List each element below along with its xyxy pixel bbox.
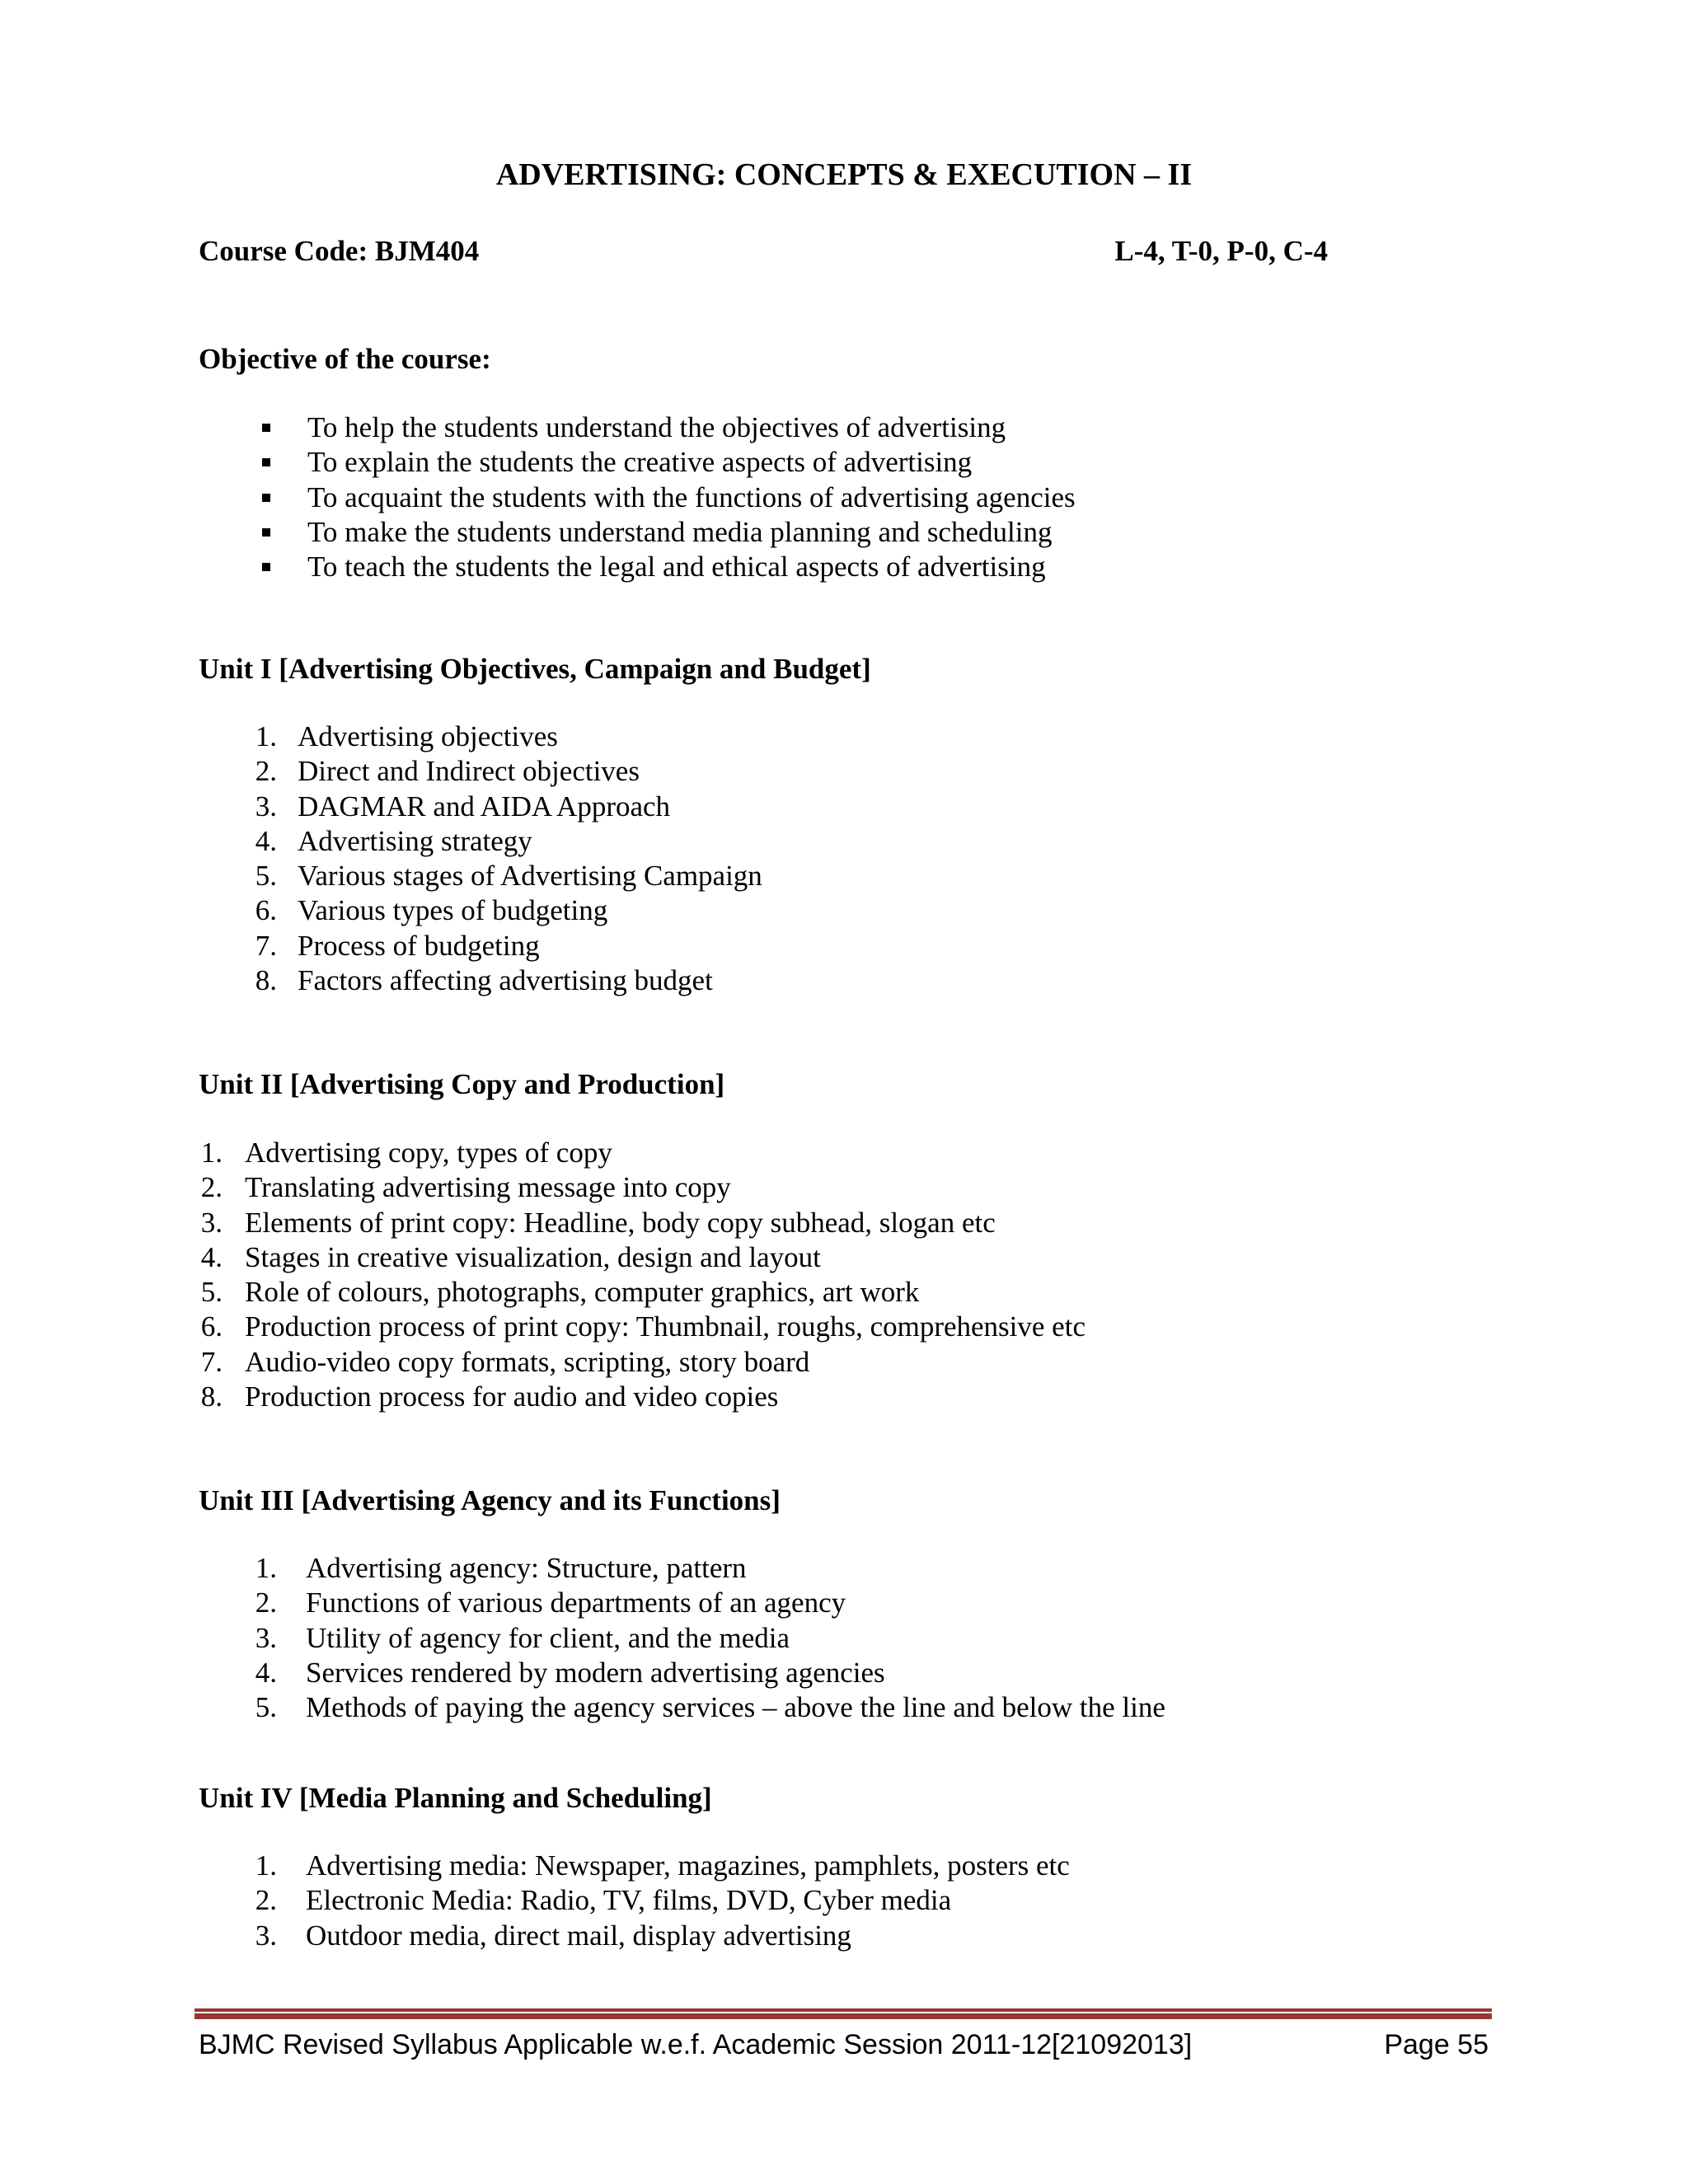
list-item: 4. Services rendered by modern advertising agencies: [255, 1656, 885, 1689]
list-item: 2. Translating advertising message into copy: [200, 1171, 731, 1204]
unit-4-list: [255, 1849, 1070, 1953]
unit-3-heading: Unit III [Advertising Agency and its Functions]: [199, 1484, 781, 1516]
unit-4-heading: Unit IV [Media Planning and Scheduling]: [199, 1782, 712, 1814]
bullet-icon: [262, 494, 270, 502]
footer-text: BJMC Revised Syllabus Applicable w.e.f. Academic Session 2011-12[21092013]: [199, 2029, 1193, 2060]
list-item: 8. Production process for audio and video copies: [200, 1380, 779, 1413]
bullet-icon: [262, 528, 270, 537]
list-item: 4. Stages in creative visualization, design and layout: [200, 1240, 821, 1273]
course-credits: L-4, T-0, P-0, C-4: [1114, 235, 1328, 267]
unit-2-heading: Unit II [Advertising Copy and Production]: [199, 1068, 725, 1100]
page-number: Page 55: [1384, 2029, 1489, 2060]
bullet-icon: [262, 458, 270, 466]
list-item: 2. Functions of various departments of an agency: [255, 1586, 846, 1619]
list-item: 2. Electronic Media: Radio, TV, films, DVD, Cyber media: [255, 1884, 952, 1917]
list-item: 3. Elements of print copy: Headline, body copy subhead, slogan etc: [200, 1206, 996, 1239]
objective-list: [307, 410, 1076, 584]
unit-2-list: [200, 1136, 1085, 1414]
list-item: 1. Advertising copy, types of copy: [200, 1137, 612, 1169]
list-item: 6. Various types of budgeting: [255, 894, 608, 927]
list-item: To make the students understand media planning and scheduling: [307, 515, 1076, 550]
list-item: To teach the students the legal and ethical aspects of advertising: [307, 550, 1076, 584]
unit-3-list: [255, 1551, 1165, 1725]
list-item: 5. Methods of paying the agency services – above the line and below the line: [255, 1691, 1165, 1724]
bullet-icon: [262, 424, 270, 432]
footer-divider: [195, 2008, 1492, 2019]
list-item: To acquaint the students with the functions of advertising agencies: [307, 480, 1076, 515]
list-item: 4. Advertising strategy: [255, 824, 532, 857]
bullet-icon: [262, 563, 270, 571]
list-item: 3. Utility of agency for client, and the media: [255, 1621, 790, 1654]
list-item: 8. Factors affecting advertising budget: [255, 964, 713, 997]
list-item: To help the students understand the objectives of advertising: [307, 410, 1076, 445]
objective-heading: Objective of the course:: [199, 343, 491, 375]
course-code: Course Code: BJM404: [199, 235, 480, 267]
list-item: 2. Direct and Indirect objectives: [255, 755, 640, 788]
list-item: 6. Production process of print copy: Thumbnail, roughs, comprehensive etc: [200, 1310, 1085, 1343]
list-item: 1. Advertising objectives: [255, 720, 558, 752]
list-item: 3. Outdoor media, direct mail, display advertising: [255, 1919, 851, 1952]
course-info-row: [199, 235, 1328, 268]
list-item: 5. Role of colours, photographs, computer graphics, art work: [200, 1276, 920, 1309]
list-item: 3. DAGMAR and AIDA Approach: [255, 790, 671, 823]
list-item: 7. Process of budgeting: [255, 929, 540, 962]
list-item: To explain the students the creative aspects of advertising: [307, 445, 1076, 480]
list-item: 1. Advertising media: Newspaper, magazines, pamphlets, posters etc: [255, 1849, 1070, 1882]
page-title: ADVERTISING: CONCEPTS & EXECUTION – II: [495, 157, 1193, 192]
list-item: 5. Various stages of Advertising Campaign: [255, 860, 762, 893]
list-item: 7. Audio-video copy formats, scripting, story board: [200, 1345, 810, 1378]
list-item: 1. Advertising agency: Structure, pattern: [255, 1552, 747, 1584]
unit-1-heading: Unit I [Advertising Objectives, Campaign and Budget]: [199, 653, 871, 685]
unit-1-list: [255, 719, 762, 998]
page-footer: [199, 2029, 1489, 2061]
